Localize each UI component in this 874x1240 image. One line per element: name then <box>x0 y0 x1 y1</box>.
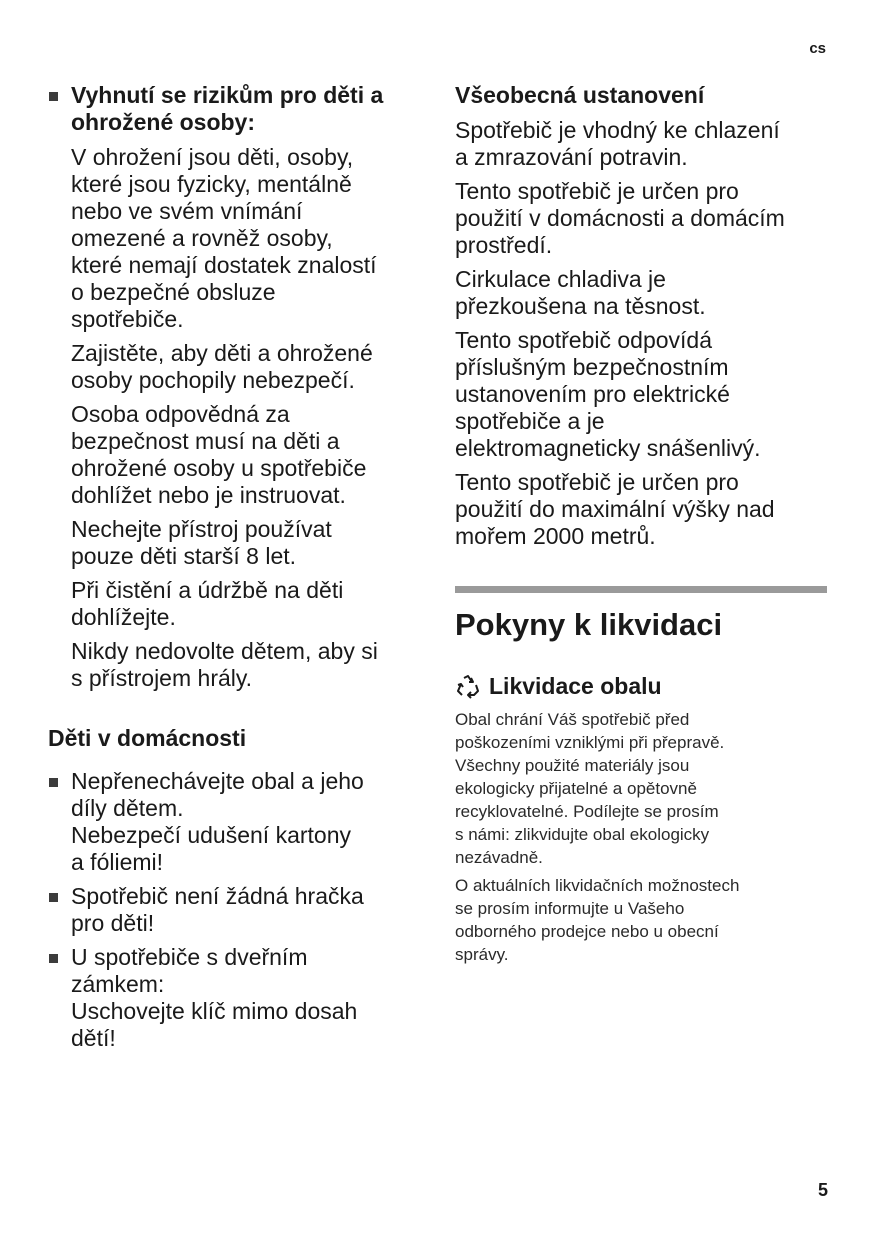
risk-paragraph: Nikdy nedovolte dětem, aby si s přístrojem hrály. <box>71 638 378 691</box>
risk-paragraph: Při čistění a údržbě na děti dohlížejte. <box>71 577 344 630</box>
risk-paragraph: V ohrožení jsou děti, osoby, které jsou fyzicky, mentálně nebo ve svém vnímání omezené a rovněž osoby, které nemají dostatek znalostí o bezpečné obsluze spotřebiče. <box>71 144 377 332</box>
recycle-icon <box>455 674 481 700</box>
general-section-title: Všeobecná ustanovení <box>455 82 705 108</box>
risk-paragraph: Osoba odpovědná za bezpečnost musí na děti a ohrožené osoby u spotřebiče dohlížet nebo je instruovat. <box>71 401 367 508</box>
page-number: 5 <box>817 1180 828 1200</box>
home-item <box>48 768 428 876</box>
home-item-text: Spotřebič není žádná hračka pro děti! <box>71 883 364 936</box>
packaging-paragraph: Obal chrání Váš spotřebič před poškozeními vzniklými při přepravě. Všechny použité materiály jsou ekologicky přijatelné a opětovně recyklovatelné. Podílejte se prosím s námi: zlikvidujte obal ekologicky nezávadně. <box>455 710 725 867</box>
home-item <box>48 883 428 937</box>
risk-paragraph: Nechejte přístroj používat pouze děti starší 8 let. <box>71 516 332 569</box>
general-paragraph: Spotřebič je vhodný ke chlazení a zmrazování potravin. <box>455 117 780 170</box>
risk-paragraph: Zajistěte, aby děti a ohrožené osoby pochopily nebezpečí. <box>71 340 373 393</box>
packaging-paragraph: O aktuálních likvidačních možnostech se prosím informujte u Vašeho odborného prodejce nebo u obecní správy. <box>455 876 740 964</box>
bullet-square-icon <box>49 92 58 101</box>
disposal-heading: Pokyny k likvidaci <box>455 607 723 642</box>
packaging-title-row <box>455 673 835 700</box>
section-divider <box>455 586 827 593</box>
left-column <box>48 82 428 1059</box>
risk-bullet <box>48 82 428 692</box>
risk-title: Vyhnutí se rizikům pro děti a ohrožené osoby: <box>71 82 384 135</box>
home-item-text: U spotřebiče s dveřním zámkem: Uschovejte klíč mimo dosah dětí! <box>71 944 358 1051</box>
general-paragraph: Cirkulace chladiva je přezkoušena na těsnost. <box>455 266 706 319</box>
bullet-square-icon <box>49 954 58 963</box>
right-column <box>455 82 835 971</box>
home-item <box>48 944 428 1052</box>
home-item-text: Nepřenechávejte obal a jeho díly dětem. Nebezpečí udušení kartony a fóliemi! <box>71 768 364 875</box>
packaging-title: Likvidace obalu <box>489 673 662 699</box>
general-paragraph: Tento spotřebič odpovídá příslušným bezpečnostním ustanovením pro elektrické spotřebiče a je elektromagneticky snášenlivý. <box>455 327 761 461</box>
general-paragraph: Tento spotřebič je určen pro použití v domácnosti a domácím prostředí. <box>455 178 785 258</box>
general-paragraph: Tento spotřebič je určen pro použití do maximální výšky nad mořem 2000 metrů. <box>455 469 775 549</box>
home-section-title: Děti v domácnosti <box>48 725 247 751</box>
bullet-square-icon <box>49 778 58 787</box>
language-code: cs <box>809 40 826 57</box>
bullet-square-icon <box>49 893 58 902</box>
